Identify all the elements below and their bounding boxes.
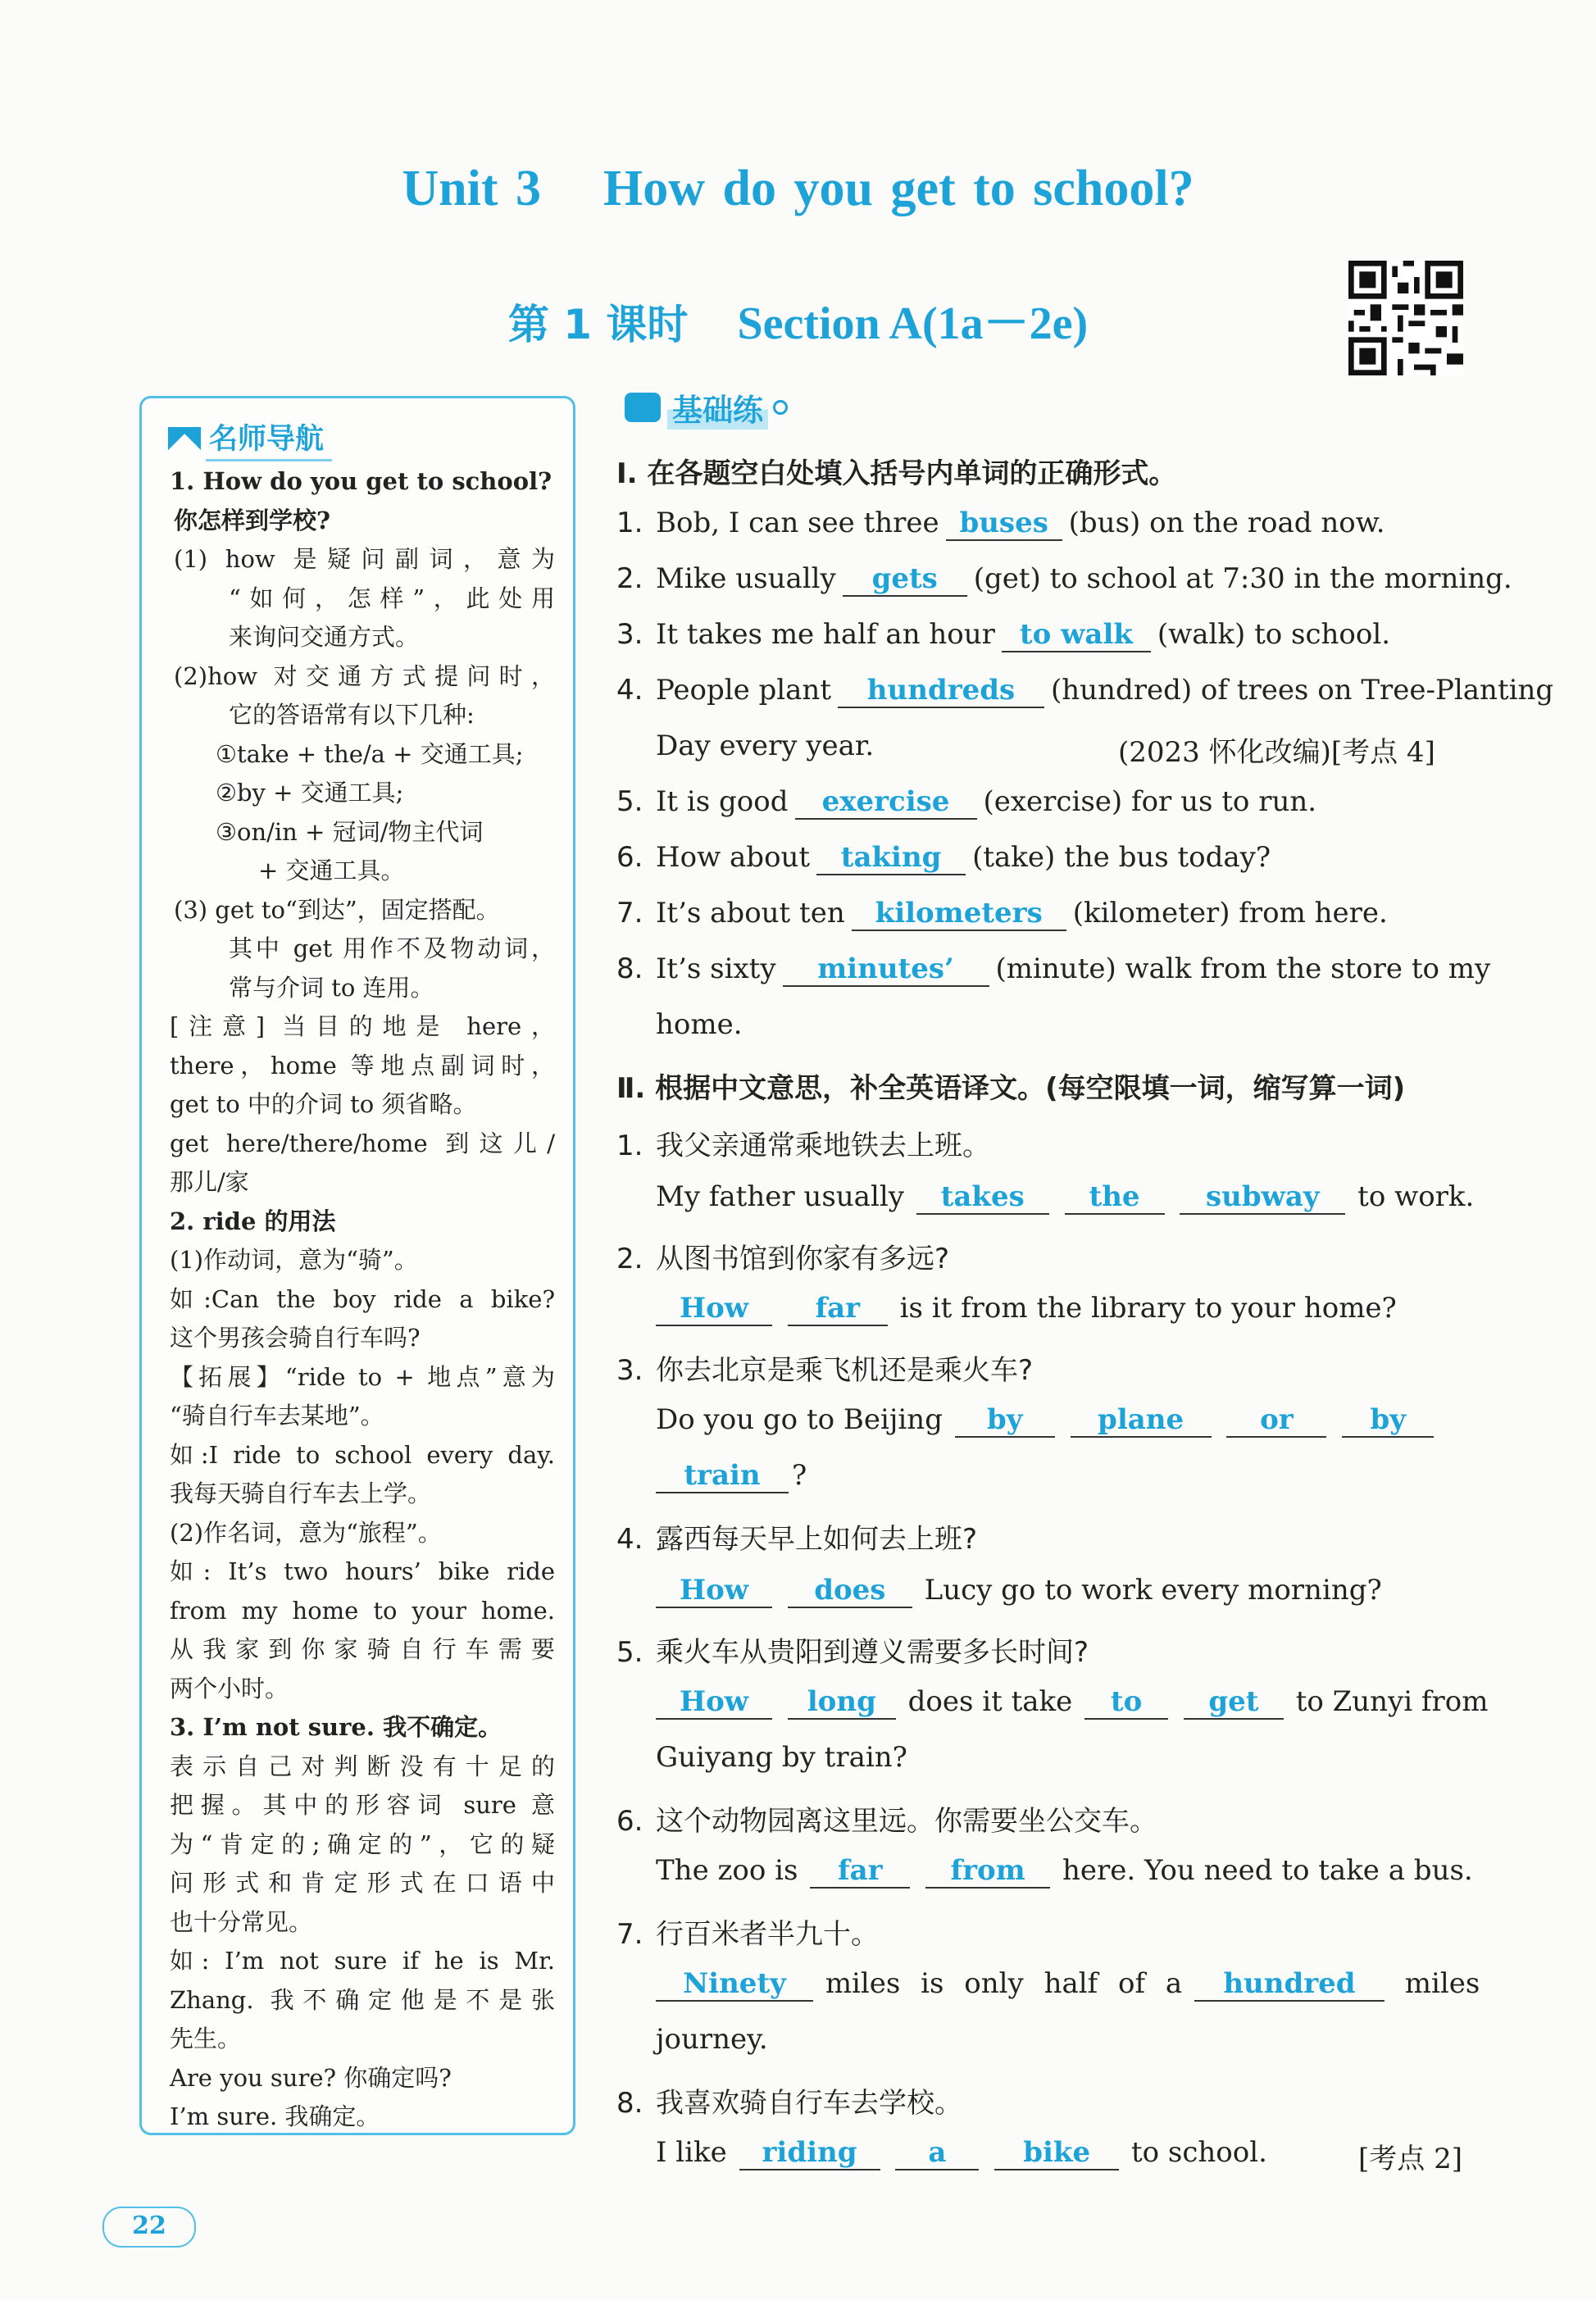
section-label: Section A(1a－2e) — [737, 298, 1089, 349]
unit-title — [0, 160, 1596, 218]
answer-blank[interactable]: does — [788, 1575, 912, 1608]
part1-item — [616, 785, 1316, 820]
guide-line: ②by + 交通工具; — [216, 779, 404, 807]
guide-line: 如:Can the boy ride a bike? — [170, 1284, 555, 1313]
q5-post: to Zunyi from — [1295, 1685, 1489, 1718]
answer-blank[interactable]: by — [1342, 1404, 1434, 1438]
q3-english-line2 — [656, 1459, 807, 1493]
guide-line: 其中 get 用作不及物动词， — [229, 934, 555, 962]
guide-line: get here/there/home 到这儿/ — [170, 1129, 555, 1157]
q7-zh-text: 行百米者半九十。 — [656, 1918, 879, 1951]
part1-item — [616, 1008, 743, 1041]
guide-line: (2)作名词，意为“旅程”。 — [170, 1518, 442, 1547]
q8-chinese: 8. 我喜欢骑自行车去学校。 — [616, 2087, 962, 2120]
lesson-label: 第 1 课时 — [507, 301, 689, 348]
teacher-guide-panel — [139, 396, 575, 2135]
q3-post: ? — [792, 1459, 807, 1492]
item-hint: (exercise) for us to run. — [983, 785, 1317, 818]
guide-line: Zhang. 我不确定他是不是张 — [170, 1985, 555, 2014]
part1-item — [616, 618, 1390, 652]
q7-english-line2: journey. — [656, 2023, 768, 2056]
guide-line: (3) get to“到达”，固定搭配。 — [174, 895, 500, 924]
q5-english-line2: Guiyang by train? — [656, 1741, 907, 1774]
q7-chinese: 7. 行百米者半九十。 — [616, 1918, 879, 1951]
answer-blank[interactable]: riding — [739, 2137, 880, 2170]
q2-zh-text: 从图书馆到你家有多远? — [656, 1243, 950, 1275]
qr-code-icon[interactable] — [1348, 261, 1463, 375]
item-number: 8. — [616, 952, 643, 985]
guide-line: ①take + the/a + 交通工具; — [216, 739, 524, 768]
answer-blank[interactable]: How — [656, 1293, 772, 1326]
item-hint: (take) the bus today? — [972, 841, 1271, 874]
q4-post: Lucy go to work every morning? — [924, 1574, 1382, 1607]
answer-blank[interactable]: kilometers — [852, 898, 1066, 931]
item-hint: (walk) to school. — [1157, 618, 1391, 651]
q7-post: miles — [1404, 1967, 1480, 2000]
answer-blank[interactable]: long — [788, 1686, 896, 1720]
q5-chinese: 5. 乘火车从贵阳到遵义需要多长时间? — [616, 1636, 1089, 1669]
part1-item — [616, 730, 874, 762]
item-number: 5. — [616, 785, 643, 818]
item-text: It’s sixty — [656, 952, 776, 985]
item-text: It’s about ten — [656, 897, 845, 930]
q3-pre: Do you go to Beijing — [656, 1403, 943, 1436]
answer-blank[interactable]: by — [955, 1404, 1055, 1438]
source-note: (2023 怀化改编)[考点 4] — [1118, 736, 1435, 769]
answer-blank[interactable]: How — [656, 1686, 772, 1720]
stairs-icon — [168, 427, 201, 452]
q2-post: is it from the library to your home? — [899, 1292, 1397, 1325]
answer-blank[interactable]: get — [1184, 1686, 1284, 1720]
item-number: 2. — [616, 562, 643, 595]
answer-blank[interactable]: Ninety — [656, 1968, 813, 2002]
answer-blank[interactable]: exercise — [795, 786, 977, 820]
guide-line: [注意] 当目的地是 here， — [170, 1012, 555, 1040]
unit-label: Unit 3 — [402, 161, 541, 216]
guide-line: 来询问交通方式。 — [229, 623, 420, 651]
q6-post: here. You need to take a bus. — [1062, 1854, 1473, 1887]
guide-line: 也十分常见。 — [170, 1907, 313, 1936]
q4-zh-text: 露西每天早上如何去上班? — [656, 1523, 978, 1556]
guide-line: Are you sure? 你确定吗? — [170, 2063, 452, 2092]
item-text: Mike usually — [656, 562, 836, 595]
guide-line: 那儿/家 — [170, 1168, 249, 1196]
book-icon — [625, 393, 661, 422]
answer-blank[interactable]: takes — [916, 1181, 1049, 1215]
teacher-guide-title: 名师导航 — [206, 416, 332, 461]
item-number: 1. — [616, 507, 643, 539]
item-text: People plant — [656, 674, 831, 707]
guide-line: (1) how 是疑问副词，意为 — [174, 545, 555, 573]
q7-english — [656, 1967, 1480, 2002]
q8-note: [考点 2] — [1358, 2143, 1462, 2175]
q3-chinese: 3. 你去北京是乘飞机还是乘火车? — [616, 1354, 1034, 1387]
guide-line: 把握。其中的形容词 sure 意 — [170, 1791, 555, 1819]
guide-line: 两个小时。 — [170, 1674, 289, 1702]
part1-item — [616, 507, 1385, 541]
q8-english — [656, 2136, 1267, 2170]
unit-question: How do you get to school? — [603, 161, 1194, 216]
answer-blank[interactable]: plane — [1071, 1404, 1212, 1438]
answer-blank[interactable]: hundreds — [838, 675, 1044, 708]
guide-line: 为“肯定的;确定的”，它的疑 — [170, 1830, 555, 1858]
item-number: 4. — [616, 674, 643, 707]
q4-english — [656, 1574, 1382, 1608]
answer-blank[interactable]: far — [810, 1855, 910, 1889]
item-number: 3. — [616, 618, 643, 651]
item-number: 7. — [616, 897, 643, 930]
circle-icon — [773, 400, 788, 415]
q2-english — [656, 1292, 1397, 1326]
q6-english — [656, 1854, 1473, 1889]
item-text: Day every year. — [656, 730, 875, 762]
answer-blank[interactable]: subway — [1180, 1181, 1345, 1215]
item-hint: (bus) on the road now. — [1068, 507, 1385, 539]
q8-post: to school. — [1130, 2136, 1267, 2169]
guide-line: 【拓展】“ride to + 地点”意为 — [170, 1362, 555, 1391]
q6-pre: The zoo is — [656, 1854, 798, 1887]
q4-chinese: 4. 露西每天早上如何去上班? — [616, 1523, 978, 1556]
teacher-guide-body — [170, 462, 555, 2137]
item-number: 6. — [616, 841, 643, 874]
answer-blank[interactable]: or — [1226, 1404, 1326, 1438]
answer-blank[interactable]: to walk — [1002, 619, 1151, 652]
guide-line: 我每天骑自行车去上学。 — [170, 1480, 432, 1507]
item-hint: (kilometer) from here. — [1072, 897, 1388, 930]
guide-line: there，home 等地点副词时， — [170, 1051, 555, 1080]
answer-blank[interactable]: hundred — [1194, 1968, 1385, 2002]
guide-line: 3. I’m not sure. 我不确定。 — [170, 1713, 502, 1741]
item-text: home. — [656, 1008, 743, 1041]
q8-zh-text: 我喜欢骑自行车去学校。 — [656, 2087, 962, 2120]
guide-line: 常与介词 to 连用。 — [229, 973, 434, 1002]
part1-item — [616, 674, 1553, 708]
item-text: Bob, I can see three — [656, 507, 939, 539]
guide-line: 表示自己对判断没有十足的 — [170, 1752, 555, 1780]
guide-line: 如: It’s two hours’ bike ride — [170, 1557, 555, 1585]
teacher-guide-header — [168, 416, 332, 461]
q8-pre: I like — [656, 2136, 727, 2169]
answer-blank[interactable]: How — [656, 1575, 772, 1608]
guide-line: + 交通工具。 — [258, 857, 405, 884]
answer-blank[interactable]: taking — [816, 842, 966, 875]
guide-line: I’m sure. 我确定。 — [170, 2102, 380, 2130]
q1-post: to work. — [1357, 1180, 1475, 1213]
answer-blank[interactable]: from — [925, 1855, 1050, 1889]
guide-line: “如何，怎样”，此处用 — [229, 584, 555, 612]
guide-line: 你怎样到学校? — [174, 506, 330, 534]
q1-pre: My father usually — [656, 1180, 904, 1213]
part1-title: Ⅰ. 在各题空白处填入括号内单词的正确形式。 — [616, 457, 1177, 490]
guide-line: get to 中的介词 to 须省略。 — [170, 1090, 477, 1118]
guide-line: 如: I’m not sure if he is Mr. — [170, 1947, 555, 1975]
item-text: How about — [656, 841, 811, 874]
q3-zh-text: 你去北京是乘飞机还是乘火车? — [656, 1354, 1034, 1387]
q1-zh-text: 我父亲通常乘地铁去上班。 — [656, 1130, 990, 1162]
item-hint: (get) to school at 7:30 in the morning. — [973, 562, 1512, 595]
answer-blank[interactable]: to — [1084, 1686, 1168, 1720]
part1-item — [616, 841, 1271, 875]
q2-chinese: 2. 从图书馆到你家有多远? — [616, 1243, 950, 1275]
guide-line: 如:I ride to school every day. — [170, 1440, 555, 1469]
guide-line: 2. ride 的用法 — [170, 1207, 336, 1235]
q5-zh-text: 乘火车从贵阳到遵义需要多长时间? — [656, 1636, 1089, 1669]
q1-english — [656, 1180, 1474, 1215]
guide-line: 它的答语常有以下几种: — [229, 701, 475, 729]
q1-chinese: 1. 我父亲通常乘地铁去上班。 — [616, 1130, 990, 1162]
answer-blank[interactable]: a — [895, 2137, 979, 2170]
basic-practice-tag — [625, 385, 788, 430]
guide-line: “骑自行车去某地”。 — [170, 1402, 384, 1430]
q5-english — [656, 1685, 1488, 1720]
basic-practice-label: 基础练 — [667, 385, 768, 430]
answer-blank[interactable]: gets — [843, 563, 967, 597]
item-text: It is good — [656, 785, 789, 818]
part1-item — [616, 952, 1490, 987]
answer-blank[interactable]: minutes’ — [783, 953, 989, 987]
answer-blank[interactable]: far — [788, 1293, 888, 1326]
part1-item — [616, 897, 1388, 931]
item-hint: (minute) walk from the store to my — [995, 952, 1491, 985]
q3-english — [656, 1403, 1437, 1438]
answer-blank[interactable]: the — [1065, 1181, 1165, 1215]
item-text: It takes me half an hour — [656, 618, 995, 651]
q6-chinese: 6. 这个动物园离这里远。你需要坐公交车。 — [616, 1805, 1157, 1838]
q6-zh-text: 这个动物园离这里远。你需要坐公交车。 — [656, 1805, 1157, 1838]
answer-blank[interactable]: bike — [994, 2137, 1119, 2170]
answer-blank[interactable]: train — [656, 1460, 789, 1493]
guide-line: 1. How do you get to school? — [170, 467, 552, 495]
item-hint: (hundred) of trees on Tree-Planting — [1050, 674, 1554, 707]
guide-line: 这个男孩会骑自行车吗? — [170, 1324, 421, 1352]
q5-mid: does it take — [907, 1685, 1073, 1718]
guide-line: 问形式和肯定形式在口语中 — [170, 1869, 555, 1897]
page-number: 22 — [102, 2207, 196, 2248]
guide-line: from my home to your home. — [170, 1596, 555, 1625]
q7-mid: miles is only half of a — [825, 1967, 1183, 2000]
guide-line: 从我家到你家骑自行车需要 — [170, 1635, 555, 1663]
guide-line: ③on/in + 冠词/物主代词 — [216, 817, 484, 846]
answer-blank[interactable]: buses — [946, 507, 1062, 541]
guide-line: (1)作动词，意为“骑”。 — [170, 1246, 418, 1274]
part1-item — [616, 562, 1512, 597]
guide-line: (2)how 对交通方式提问时， — [174, 661, 555, 690]
part2-title: Ⅱ. 根据中文意思，补全英语译文。(每空限填一词，缩写算一词) — [616, 1072, 1406, 1105]
guide-line: 先生。 — [170, 2025, 242, 2052]
